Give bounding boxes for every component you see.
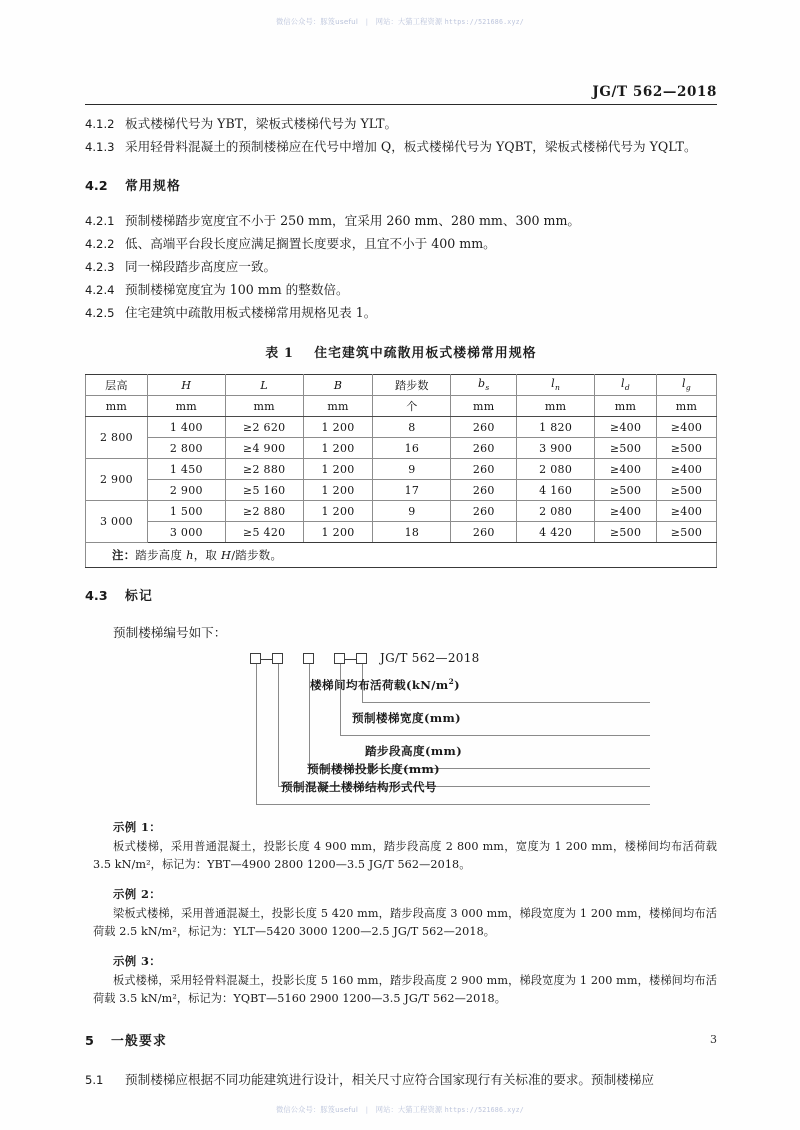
cell-B: 1 200	[303, 480, 373, 501]
watermark-site: 网站：大猫工程资源	[375, 1105, 443, 1114]
example-body-2: 梁板式楼梯，采用普通混凝土，投影长度 5 420 mm，踏步段高度 3 000 mm，梯段宽度为 1 200 mm，楼梯间均布活荷载 2.5 kN/m²，标记为：YLT—5420 3000 1200—2.5 JG/T 562—2018。	[93, 907, 717, 938]
spec-table	[85, 374, 717, 568]
cell-B: 1 200	[303, 522, 373, 543]
section-title: 一般要求	[111, 1034, 167, 1049]
code-box-live-load	[356, 653, 367, 664]
clause-text: 预制楼梯踏步宽度宜不小于 250 mm，宜采用 260 mm、280 mm、300 mm。	[125, 213, 580, 228]
section-number: 5	[85, 1034, 94, 1049]
clause-text: 板式楼梯代号为 YBT，梁板式楼梯代号为 YLT。	[125, 116, 398, 131]
clause-text: 采用轻骨料混凝土的预制楼梯应在代号中增加 Q，板式楼梯代号为 YQBT，梁板式楼梯代号为 YQLT。	[125, 139, 697, 154]
cell-L: ≥2 620	[225, 417, 303, 438]
col-unit-H: mm	[147, 396, 225, 417]
col-symbol-ld: $l_d$	[595, 375, 657, 396]
cell-step-count: 17	[373, 480, 451, 501]
clause-4-2-1	[85, 210, 717, 232]
clause-number: 4.1.2	[85, 117, 115, 131]
col-unit-bs: mm	[451, 396, 517, 417]
col-symbol-L: L	[225, 375, 303, 396]
cell-bs: 260	[451, 417, 517, 438]
diagram-label-structure-type: 预制混凝土楼梯结构形式代号	[281, 780, 437, 794]
clause-text: 住宅建筑中疏散用板式楼梯常用规格见表 1。	[125, 305, 377, 320]
diagram-label-width: 预制楼梯宽度(mm)	[352, 711, 462, 725]
clause-4-2-2	[85, 233, 717, 255]
cell-L: ≥4 900	[225, 438, 303, 459]
cell-ld: ≥400	[595, 417, 657, 438]
cell-ln: 2 080	[517, 459, 595, 480]
clause-text: 低、高端平台段长度应满足搁置长度要求，且宜不小于 400 mm。	[125, 236, 496, 251]
table-header-symbols	[86, 375, 717, 396]
col-unit-floor-height: mm	[86, 396, 148, 417]
cell-B: 1 200	[303, 417, 373, 438]
cell-lg: ≥500	[657, 522, 717, 543]
table-row	[86, 522, 717, 543]
clause-4-2-4	[85, 279, 717, 301]
cell-bs: 260	[451, 480, 517, 501]
cell-H: 2 800	[147, 438, 225, 459]
section-number: 4.3	[85, 589, 108, 604]
cell-floor-height: 3 000	[86, 501, 148, 543]
diagram-standard-code: JG/T 562—2018	[380, 651, 480, 665]
table-row	[86, 501, 717, 522]
document-body	[85, 113, 717, 1092]
clause-4-1-3	[85, 136, 717, 158]
col-symbol-floor-height: 层高	[86, 375, 148, 396]
example-body-3: 板式楼梯，采用轻骨料混凝土，投影长度 5 160 mm，踏步段高度 2 900 mm，梯段宽度为 1 200 mm，楼梯间均布活荷载 3.5 kN/m²，标记为：YQBT—5160 2900 1200—3.5 JG/T 562—2018。	[93, 974, 717, 1005]
example-title-1: 示例 1：	[113, 820, 162, 834]
cell-L: ≥2 880	[225, 501, 303, 522]
table-row	[86, 438, 717, 459]
clause-text: 预制楼梯宽度宜为 100 mm 的整数倍。	[125, 282, 349, 297]
code-box-width	[334, 653, 345, 664]
page-number: 3	[710, 1033, 717, 1046]
clause-number: 4.2.5	[85, 306, 115, 320]
table-caption	[85, 342, 717, 361]
cell-bs: 260	[451, 501, 517, 522]
cell-ld: ≥500	[595, 480, 657, 501]
code-box-step-height	[303, 653, 314, 664]
cell-ln: 1 820	[517, 417, 595, 438]
cell-ld: ≥400	[595, 501, 657, 522]
table-note-row	[86, 543, 717, 568]
cell-ld: ≥500	[595, 438, 657, 459]
cell-bs: 260	[451, 438, 517, 459]
designation-code-diagram	[85, 649, 717, 807]
diagram-intro: 预制楼梯编号如下：	[113, 625, 227, 640]
watermark-url: https://521686.xyz/	[444, 1106, 524, 1114]
col-symbol-bs: $b_s$	[451, 375, 517, 396]
cell-step-count: 9	[373, 459, 451, 480]
cell-H: 1 450	[147, 459, 225, 480]
section-title: 常用规格	[125, 179, 181, 194]
watermark-bottom	[0, 1105, 800, 1115]
cell-B: 1 200	[303, 501, 373, 522]
section-heading-4-3	[85, 585, 717, 604]
watermark-site: 网站：大猫工程资源	[375, 17, 443, 26]
diagram-label-live-load: 楼梯间均布活荷载$(kN/m^2)$	[310, 677, 461, 692]
cell-floor-height: 2 900	[86, 459, 148, 501]
note-text-2: ，取	[193, 548, 222, 562]
example-title-3: 示例 3：	[113, 954, 162, 968]
code-box-projection-length	[272, 653, 283, 664]
cell-ln: 4 160	[517, 480, 595, 501]
col-unit-ld: mm	[595, 396, 657, 417]
section-title: 标记	[125, 589, 153, 604]
clause-4-2-3	[85, 256, 717, 278]
leader-stem-projection-length	[278, 664, 279, 786]
leader-stem-step-height	[309, 664, 310, 768]
example-title-2: 示例 2：	[113, 887, 162, 901]
table-header-units	[86, 396, 717, 417]
table-caption-label: 表 1	[265, 346, 294, 361]
clause-number: 4.2.2	[85, 237, 115, 251]
leader-stem-width	[340, 664, 341, 735]
clause-number: 5.1	[85, 1073, 104, 1087]
cell-lg: ≥400	[657, 501, 717, 522]
leader-runner-live-load	[362, 702, 650, 703]
example-body-1: 板式楼梯，采用普通混凝土，投影长度 4 900 mm，踏步段高度 2 800 mm，宽度为 1 200 mm，楼梯间均布活荷载 3.5 kN/m²，标记为：YBT—4900 2800 1200—3.5 JG/T 562—2018。	[93, 840, 717, 871]
leader-runner-structure-type	[256, 804, 650, 805]
cell-step-count: 18	[373, 522, 451, 543]
clause-5-1	[85, 1069, 717, 1091]
cell-lg: ≥400	[657, 417, 717, 438]
col-unit-B: mm	[303, 396, 373, 417]
cell-L: ≥5 160	[225, 480, 303, 501]
cell-ln: 2 080	[517, 501, 595, 522]
col-symbol-step-count: 踏步数	[373, 375, 451, 396]
cell-step-count: 16	[373, 438, 451, 459]
cell-B: 1 200	[303, 459, 373, 480]
cell-H: 1 400	[147, 417, 225, 438]
table-row	[86, 480, 717, 501]
table-row	[86, 417, 717, 438]
clause-4-1-2	[85, 113, 717, 135]
watermark-url: https://521686.xyz/	[444, 18, 524, 26]
cell-bs: 260	[451, 522, 517, 543]
cell-L: ≥2 880	[225, 459, 303, 480]
cell-bs: 260	[451, 459, 517, 480]
clause-number: 4.2.1	[85, 214, 115, 228]
note-symbol-h: h	[186, 548, 194, 562]
table-row	[86, 459, 717, 480]
cell-H: 1 500	[147, 501, 225, 522]
code-dash-2	[345, 659, 356, 660]
code-box-structure-type	[250, 653, 261, 664]
standard-code: JG/T 562—2018	[592, 84, 717, 100]
cell-H: 2 900	[147, 480, 225, 501]
leader-stem-structure-type	[256, 664, 257, 804]
col-unit-step-count: 个	[373, 396, 451, 417]
cell-step-count: 9	[373, 501, 451, 522]
running-header	[85, 84, 717, 105]
cell-ld: ≥400	[595, 459, 657, 480]
header-rule	[85, 104, 717, 105]
clause-number: 4.2.3	[85, 260, 115, 274]
watermark-top	[0, 17, 800, 27]
leader-runner-width	[340, 735, 650, 736]
watermark-wechat: 微信公众号：豚笈useful	[276, 1105, 359, 1114]
note-text-3: /踏步数。	[231, 548, 283, 562]
cell-ln: 3 900	[517, 438, 595, 459]
diagram-label-projection-length: 预制楼梯投影长度(mm)	[307, 762, 441, 776]
watermark-wechat: 微信公众号：豚笈useful	[276, 17, 359, 26]
code-dash-1	[261, 659, 272, 660]
cell-L: ≥5 420	[225, 522, 303, 543]
col-symbol-H: H	[147, 375, 225, 396]
section-number: 4.2	[85, 179, 108, 194]
note-label: 注：	[112, 548, 136, 562]
cell-H: 3 000	[147, 522, 225, 543]
cell-ln: 4 420	[517, 522, 595, 543]
diagram-label-step-height: 踏步段高度(mm)	[365, 744, 463, 758]
cell-lg: ≥500	[657, 480, 717, 501]
watermark-separator: |	[365, 1105, 369, 1114]
section-heading-4-2	[85, 175, 717, 194]
table-note	[86, 543, 717, 568]
note-symbol-H: H	[221, 548, 232, 562]
note-text-1: 踏步高度	[135, 548, 187, 562]
col-unit-L: mm	[225, 396, 303, 417]
cell-floor-height: 2 800	[86, 417, 148, 459]
cell-B: 1 200	[303, 438, 373, 459]
col-unit-ln: mm	[517, 396, 595, 417]
clause-4-2-5	[85, 302, 717, 324]
table-caption-title: 住宅建筑中疏散用板式楼梯常用规格	[314, 346, 537, 361]
col-symbol-B: B	[303, 375, 373, 396]
clause-text: 同一梯段踏步高度应一致。	[125, 259, 277, 274]
watermark-separator: |	[365, 17, 369, 26]
col-symbol-ln: $l_n$	[517, 375, 595, 396]
col-symbol-lg: $l_g$	[657, 375, 717, 396]
clause-number: 4.2.4	[85, 283, 115, 297]
clause-number: 4.1.3	[85, 140, 115, 154]
cell-lg: ≥400	[657, 459, 717, 480]
col-unit-lg: mm	[657, 396, 717, 417]
clause-text: 预制楼梯应根据不同功能建筑进行设计，相关尺寸应符合国家现行有关标准的要求。预制楼梯应	[125, 1072, 654, 1087]
cell-lg: ≥500	[657, 438, 717, 459]
cell-ld: ≥500	[595, 522, 657, 543]
cell-step-count: 8	[373, 417, 451, 438]
